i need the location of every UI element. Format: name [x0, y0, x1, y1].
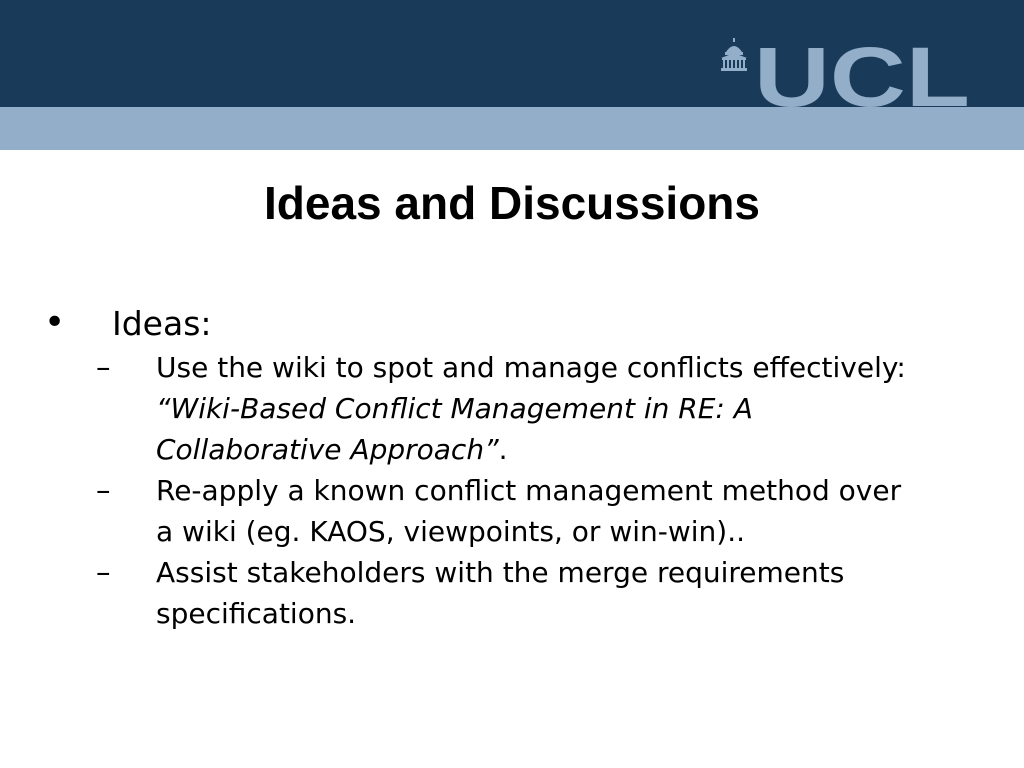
ucl-logo: [716, 38, 972, 108]
list-item-text: [156, 347, 976, 470]
ucl-logo-text: UCL: [754, 38, 970, 108]
dash-marker: –: [96, 350, 111, 384]
list-item-text: [156, 552, 976, 634]
list-item-line: a wiki (eg. KAOS, viewpoints, or win-win)..: [156, 515, 745, 548]
citation-title-line: [156, 429, 976, 470]
list-item-line: Assist stakeholders with the merge requirements: [156, 556, 845, 589]
dash-marker: –: [96, 473, 111, 507]
list-item-line: Use the wiki to spot and manage conflicts effectively:: [156, 351, 906, 384]
header-stripe: [0, 107, 1024, 150]
dash-marker: –: [96, 555, 111, 589]
list-item-line: specifications.: [156, 597, 357, 630]
list-item-line: Re-apply a known conflict management method over: [156, 474, 902, 507]
bullet-label: Ideas:: [112, 304, 212, 343]
citation-period: .: [498, 433, 508, 466]
list-item-text: [156, 470, 976, 552]
bullet-marker: •: [44, 302, 66, 343]
citation-title-end: Collaborative Approach”: [156, 433, 499, 466]
slide-title: Ideas and Discussions: [264, 177, 760, 229]
portico-icon: [721, 38, 747, 71]
citation-title-line: “Wiki-Based Conflict Management in RE: A: [156, 392, 753, 425]
